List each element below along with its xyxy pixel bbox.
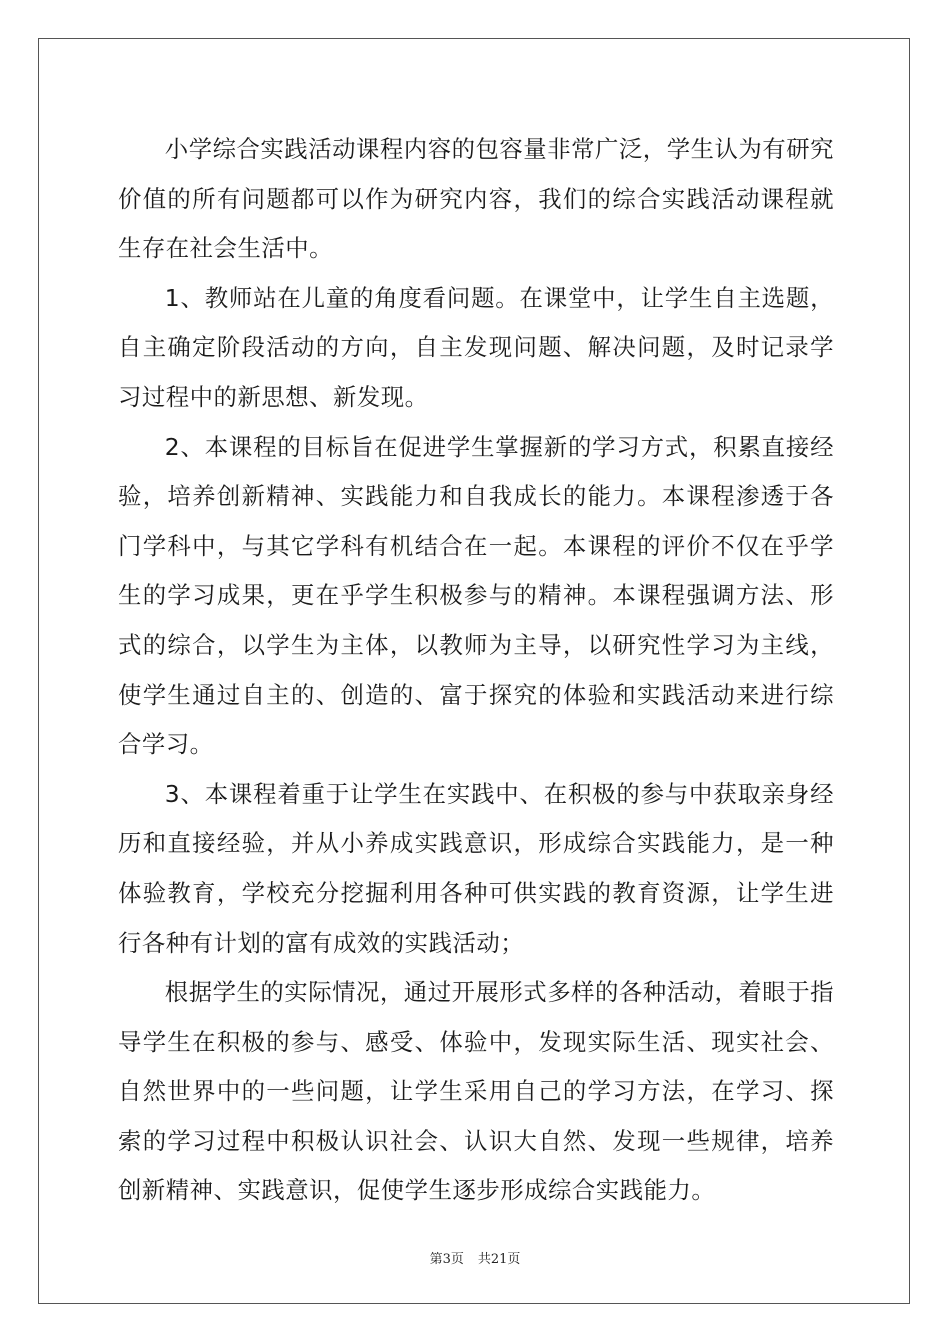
paragraph-intro: 小学综合实践活动课程内容的包容量非常广泛，学生认为有研究价值的所有问题都可以作为研究内容，我们的综合实践活动课程就生存在社会生活中。	[118, 135, 834, 263]
total-page-count: 共21页	[477, 1252, 521, 1267]
paragraph-point-3: 3、本课程着重于让学生在实践中、在积极的参与中获取亲身经历和直接经验，并从小养成实践意识，形成综合实践能力，是一种体验教育，学校充分挖掘利用各种可供实践的教育资源，让学生进行各种有计划的富有成效的实践活动；	[118, 779, 834, 957]
paragraph-point-2: 2、本课程的目标旨在促进学生掌握新的学习方式，积累直接经验，培养创新精神、实践能力和自我成长的能力。本课程渗透于各门学科中，与其它学科有机结合在一起。本课程的评价不仅在乎学生的学习成果，更在乎学生积极参与的精神。本课程强调方法、形式的综合，以学生为主体，以教师为主导，以研究性学习为主线，使学生通过自主的、创造的、富于探究的体验和实践活动来进行综合学习。	[118, 432, 834, 759]
page-footer	[0, 1248, 950, 1267]
paragraph-point-1: 1、教师站在儿童的角度看问题。在课堂中，让学生自主选题，自主确定阶段活动的方向，自主发现问题、解决问题，及时记录学习过程中的新思想、新发现。	[118, 283, 834, 411]
paragraph-conclusion: 根据学生的实际情况，通过开展形式多样的各种活动，着眼于指导学生在积极的参与、感受、体验中，发现实际生活、现实社会、自然世界中的一些问题，让学生采用自己的学习方法，在学习、探索的学习过程中积极认识社会、认识大自然、发现一些规律，培养创新精神、实践意识，促使学生逐步形成综合实践能力。	[118, 978, 834, 1205]
document-body	[118, 125, 834, 1216]
current-page-number: 第3页	[429, 1252, 464, 1267]
